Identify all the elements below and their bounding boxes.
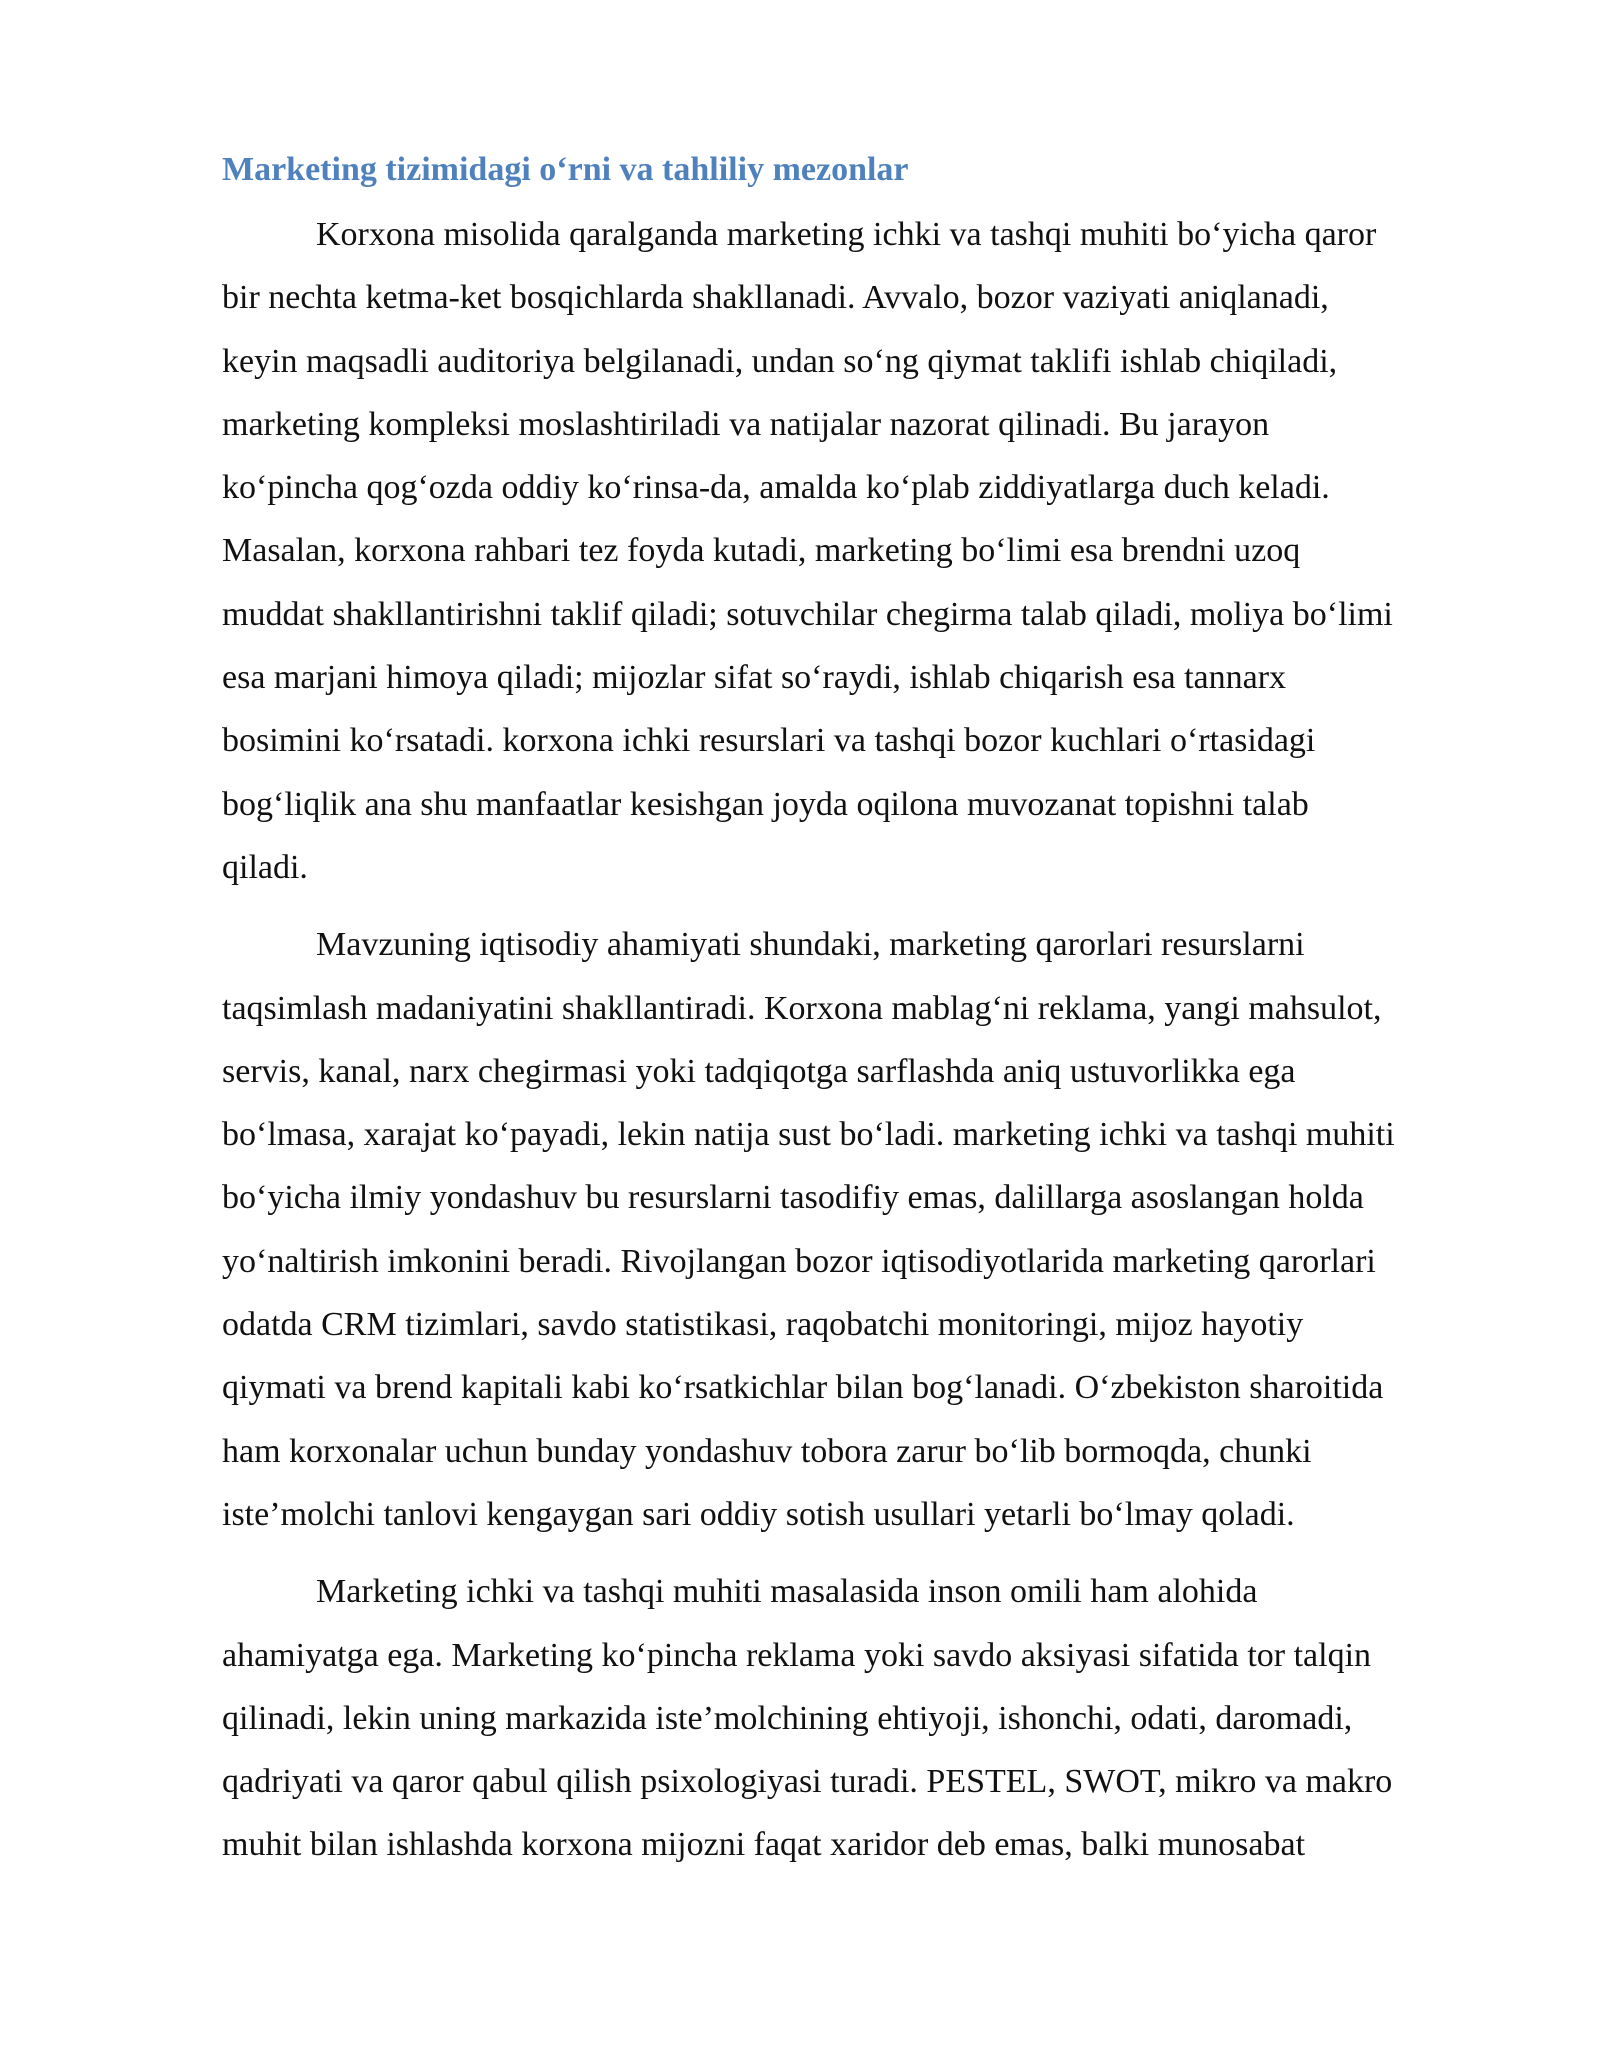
section-heading: Marketing tizimidagi o‘rni va tahliliy mezonlar [222, 151, 909, 188]
text-line: yo‘naltirish imkonini beradi. Rivojlangan bozor iqtisodiyotlarida marketing qarorlari [222, 1242, 1376, 1280]
text-line: taqsimlash madaniyatini shakllantiradi. Korxona mablag‘ni reklama, yangi mahsulot, [222, 989, 1382, 1027]
text-line: bo‘yicha ilmiy yondashuv bu resurslarni tasodifiy emas, dalillarga asoslangan holda [222, 1179, 1364, 1217]
text-line: Mavzuning iqtisodiy ahamiyati shundaki, marketing qarorlari resurslarni [316, 926, 1305, 964]
text-line: odatda CRM tizimlari, savdo statistikasi, raqobatchi monitoringi, mijoz hayotiy [222, 1306, 1304, 1344]
text-line: bir nechta ketma-ket bosqichlarda shakllanadi. Avvalo, bozor vaziyati aniqlanadi, [222, 279, 1329, 317]
text-line: bog‘liqlik ana shu manfaatlar kesishgan joyda oqilona muvozanat topishni talab [222, 785, 1309, 823]
text-line: bo‘lmasa, xarajat ko‘payadi, lekin natija sust bo‘ladi. marketing ichki va tashqi muhiti [222, 1116, 1395, 1154]
text-line: qilinadi, lekin uning markazida iste’molchining ehtiyoji, ishonchi, odati, daromadi, [222, 1699, 1353, 1737]
text-line: esa marjani himoya qiladi; mijozlar sifat so‘raydi, ishlab chiqarish esa tannarx [222, 659, 1287, 697]
text-line: muhit bilan ishlashda korxona mijozni faqat xaridor deb emas, balki munosabat [222, 1826, 1306, 1864]
text-line: marketing kompleksi moslashtiriladi va natijalar nazorat qilinadi. Bu jarayon [222, 405, 1270, 443]
text-line: Marketing ichki va tashqi muhiti masalasida inson omili ham alohida [316, 1573, 1258, 1611]
text-line: iste’molchi tanlovi kengaygan sari oddiy sotish usullari yetarli bo‘lmay qoladi. [222, 1495, 1295, 1533]
text-line: Korxona misolida qaralganda marketing ichki va tashqi muhiti bo‘yicha qaror [316, 216, 1377, 253]
text-line: bosimini ko‘rsatadi. korxona ichki resurslari va tashqi bozor kuchlari o‘rtasidagi [222, 722, 1316, 760]
document-body [222, 146, 1487, 1891]
text-line: muddat shakllantirishni taklif qiladi; sotuvchilar chegirma talab qiladi, moliya bo‘limi [222, 595, 1393, 633]
text-line: ham korxonalar uchun bunday yondashuv tobora zarur bo‘lib bormoqda, chunki [222, 1432, 1312, 1470]
text-line: qiymati va brend kapitali kabi ko‘rsatkichlar bilan bog‘lanadi. O‘zbekiston sharoitida [222, 1369, 1384, 1407]
paragraph-3 [222, 1560, 1487, 1876]
text-line: Masalan, korxona rahbari tez foyda kutadi, marketing bo‘limi esa brendni uzoq [222, 532, 1301, 570]
paragraph-2 [222, 913, 1487, 1546]
text-line: ko‘pincha qog‘ozda oddiy ko‘rinsa-da, amalda ko‘plab ziddiyatlarga duch keladi. [222, 469, 1330, 507]
text-line: qadriyati va qaror qabul qilish psixologiyasi turadi. PESTEL, SWOT, mikro va makro [222, 1763, 1393, 1801]
text-line: qiladi. [222, 848, 308, 886]
text-line: servis, kanal, narx chegirmasi yoki tadqiqotga sarflashda aniq ustuvorlikka ega [222, 1052, 1296, 1090]
paragraph-1 [222, 203, 1487, 899]
text-line: keyin maqsadli auditoriya belgilanadi, undan so‘ng qiymat taklifi ishlab chiqiladi, [222, 342, 1338, 380]
text-line: ahamiyatga ega. Marketing ko‘pincha reklama yoki savdo aksiyasi sifatida tor talqin [222, 1636, 1372, 1674]
